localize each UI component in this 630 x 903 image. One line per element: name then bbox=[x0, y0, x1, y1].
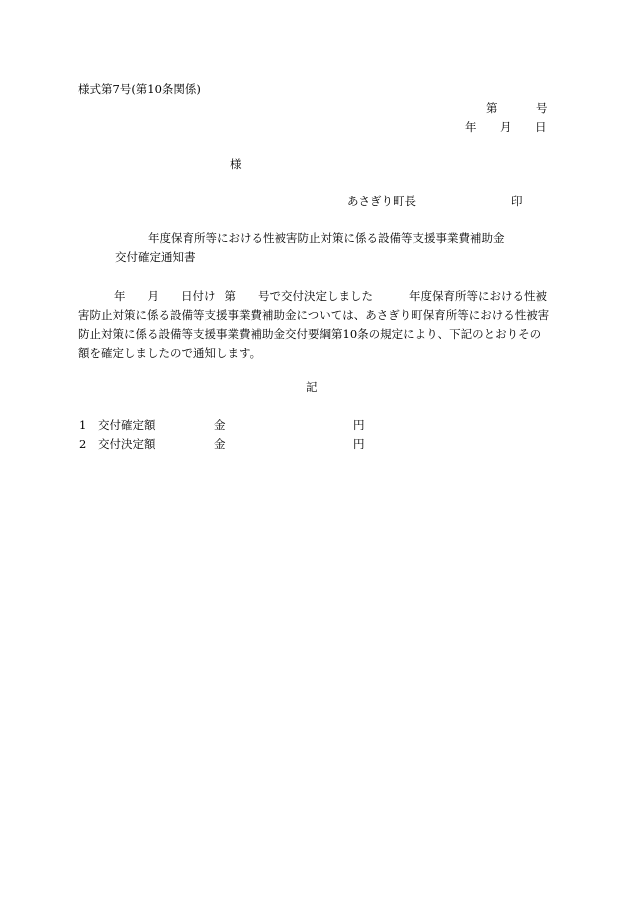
sender-name: あさぎり町長 bbox=[347, 194, 416, 208]
form-number: 様式第7号(第10条関係) bbox=[78, 82, 201, 96]
document-title-line2: 交付確定通知書 bbox=[115, 250, 196, 264]
item-kin: 金 bbox=[214, 437, 226, 451]
item-label: 交付確定額 bbox=[98, 418, 156, 432]
seal-mark: 印 bbox=[511, 194, 523, 208]
date-year: 年 bbox=[465, 120, 477, 134]
body-paragraph bbox=[78, 287, 550, 363]
date-month: 月 bbox=[500, 120, 512, 134]
item-number: 2 bbox=[79, 437, 87, 451]
addressee-honorific: 様 bbox=[230, 157, 242, 171]
item-number: 1 bbox=[79, 418, 87, 432]
date-day: 日 bbox=[535, 120, 547, 134]
document-title-line1: 年度保育所等における性被害防止対策に係る設備等支援事業費補助金 bbox=[148, 231, 505, 245]
ki-heading: 記 bbox=[306, 380, 318, 394]
item-yen: 円 bbox=[353, 418, 365, 432]
body-text: 年度保育所等における性被害防止対策に係る設備等支援事業費補助金については、あさぎり町保育所等における性被害防止対策に係る設備等支援事業費補助金交付要綱第10条の規定により、下記のとおりその額を確定しましたので通知します。 bbox=[78, 289, 550, 360]
body-decision: 号で交付決定しました bbox=[258, 289, 373, 303]
doc-number-label: 第 bbox=[486, 101, 498, 115]
item-yen: 円 bbox=[353, 437, 365, 451]
item-kin: 金 bbox=[214, 418, 226, 432]
item-label: 交付決定額 bbox=[98, 437, 156, 451]
doc-number-suffix: 号 bbox=[536, 101, 548, 115]
body-year: 年 bbox=[114, 289, 126, 303]
body-month: 月 bbox=[147, 289, 159, 303]
body-date: 日付け bbox=[181, 289, 216, 303]
body-dai: 第 bbox=[224, 289, 236, 303]
